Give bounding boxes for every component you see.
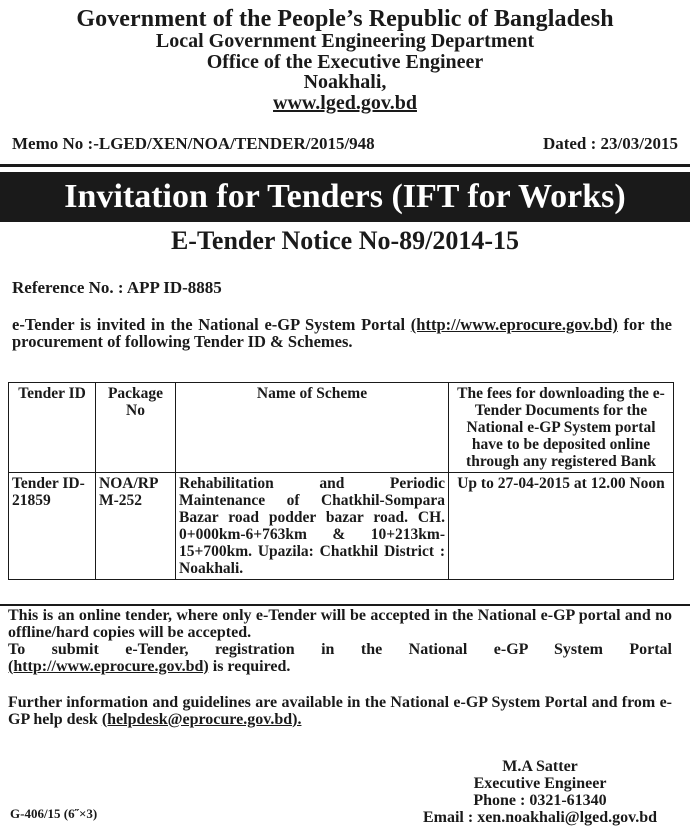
cell-tender-id: Tender ID-21859 [9, 473, 96, 580]
ad-code: G-406/15 (6˝×3) [10, 806, 98, 821]
tender-table [8, 382, 674, 580]
department-title: Local Government Engineering Department [155, 30, 535, 53]
header-scheme: Name of Scheme [176, 383, 449, 473]
reference-number: Reference No. : APP ID-8885 [12, 278, 222, 297]
header-tender-id: Tender ID [9, 383, 96, 473]
online-tender-paragraph: This is an online tender, where only e-Tender will be accepted in the National e-GP portal and no offline/hard copies will be accepted. [8, 607, 672, 641]
header-fees: The fees for downloading the e-Tender Documents for the National e-GP System portal have to be deposited online through any registered Bank [449, 383, 674, 473]
memo-line [12, 134, 678, 154]
cell-fees: Up to 27-04-2015 at 12.00 Noon [449, 473, 674, 580]
government-title: Government of the People’s Republic of Bangladesh [76, 6, 614, 32]
registration-text-end: is required. [208, 657, 291, 675]
signatory-name: M.A Satter [502, 758, 578, 775]
divider-bottom [0, 604, 690, 606]
signatory-title: Executive Engineer [473, 775, 607, 792]
signatory-email[interactable]: Email : xen.noakhali@lged.gov.bd [422, 809, 658, 826]
cell-scheme: Rehabilitation and Periodic Maintenance of Chatkhil-Sompara Bazar road podder bazar road. CH. 0+000km-6+763km & 10+213km-15+700km. Upazila: Chatkhil District : Noakhali. [176, 473, 449, 580]
registration-link[interactable]: (http://www.eprocure.gov.bd) [8, 657, 209, 675]
intro-paragraph [12, 316, 672, 350]
intro-text-end: for the procurement of following Tender ID & Schemes. [12, 315, 673, 351]
info-paragraph [8, 695, 672, 728]
cell-package: NOA/RP M-252 [96, 473, 176, 580]
registration-paragraph [8, 642, 672, 675]
website-link[interactable]: www.lged.gov.bd [273, 91, 417, 114]
registration-text: To submit e-Tender, registration in the National e-GP System Portal [8, 641, 672, 658]
memo-date: Dated : 23/03/2015 [542, 134, 678, 153]
notice-title: E-Tender Notice No-89/2014-15 [170, 226, 520, 255]
helpdesk-email-link[interactable]: (helpdesk@eprocure.gov.bd). [101, 710, 302, 728]
table-row [9, 473, 674, 580]
memo-number: Memo No :-LGED/XEN/NOA/TENDER/2015/948 [12, 134, 375, 153]
divider [0, 164, 690, 167]
info-text: Further information and guidelines are available in the National e-GP System Portal and from e-GP help desk [8, 694, 672, 728]
ift-banner: Invitation for Tenders (IFT for Works) [0, 172, 690, 222]
header-package: Package No [96, 383, 176, 473]
office-title: Office of the Executive Engineer [206, 50, 484, 73]
eprocure-link[interactable]: (http://www.eprocure.gov.bd) [410, 315, 618, 334]
table-header-row [9, 383, 674, 473]
office-location: Noakhali, [303, 71, 387, 94]
signatory-phone: Phone : 0321-61340 [473, 792, 607, 809]
signature-block [390, 758, 690, 826]
intro-text: e-Tender is invited in the National e-GP System Portal [12, 315, 411, 334]
